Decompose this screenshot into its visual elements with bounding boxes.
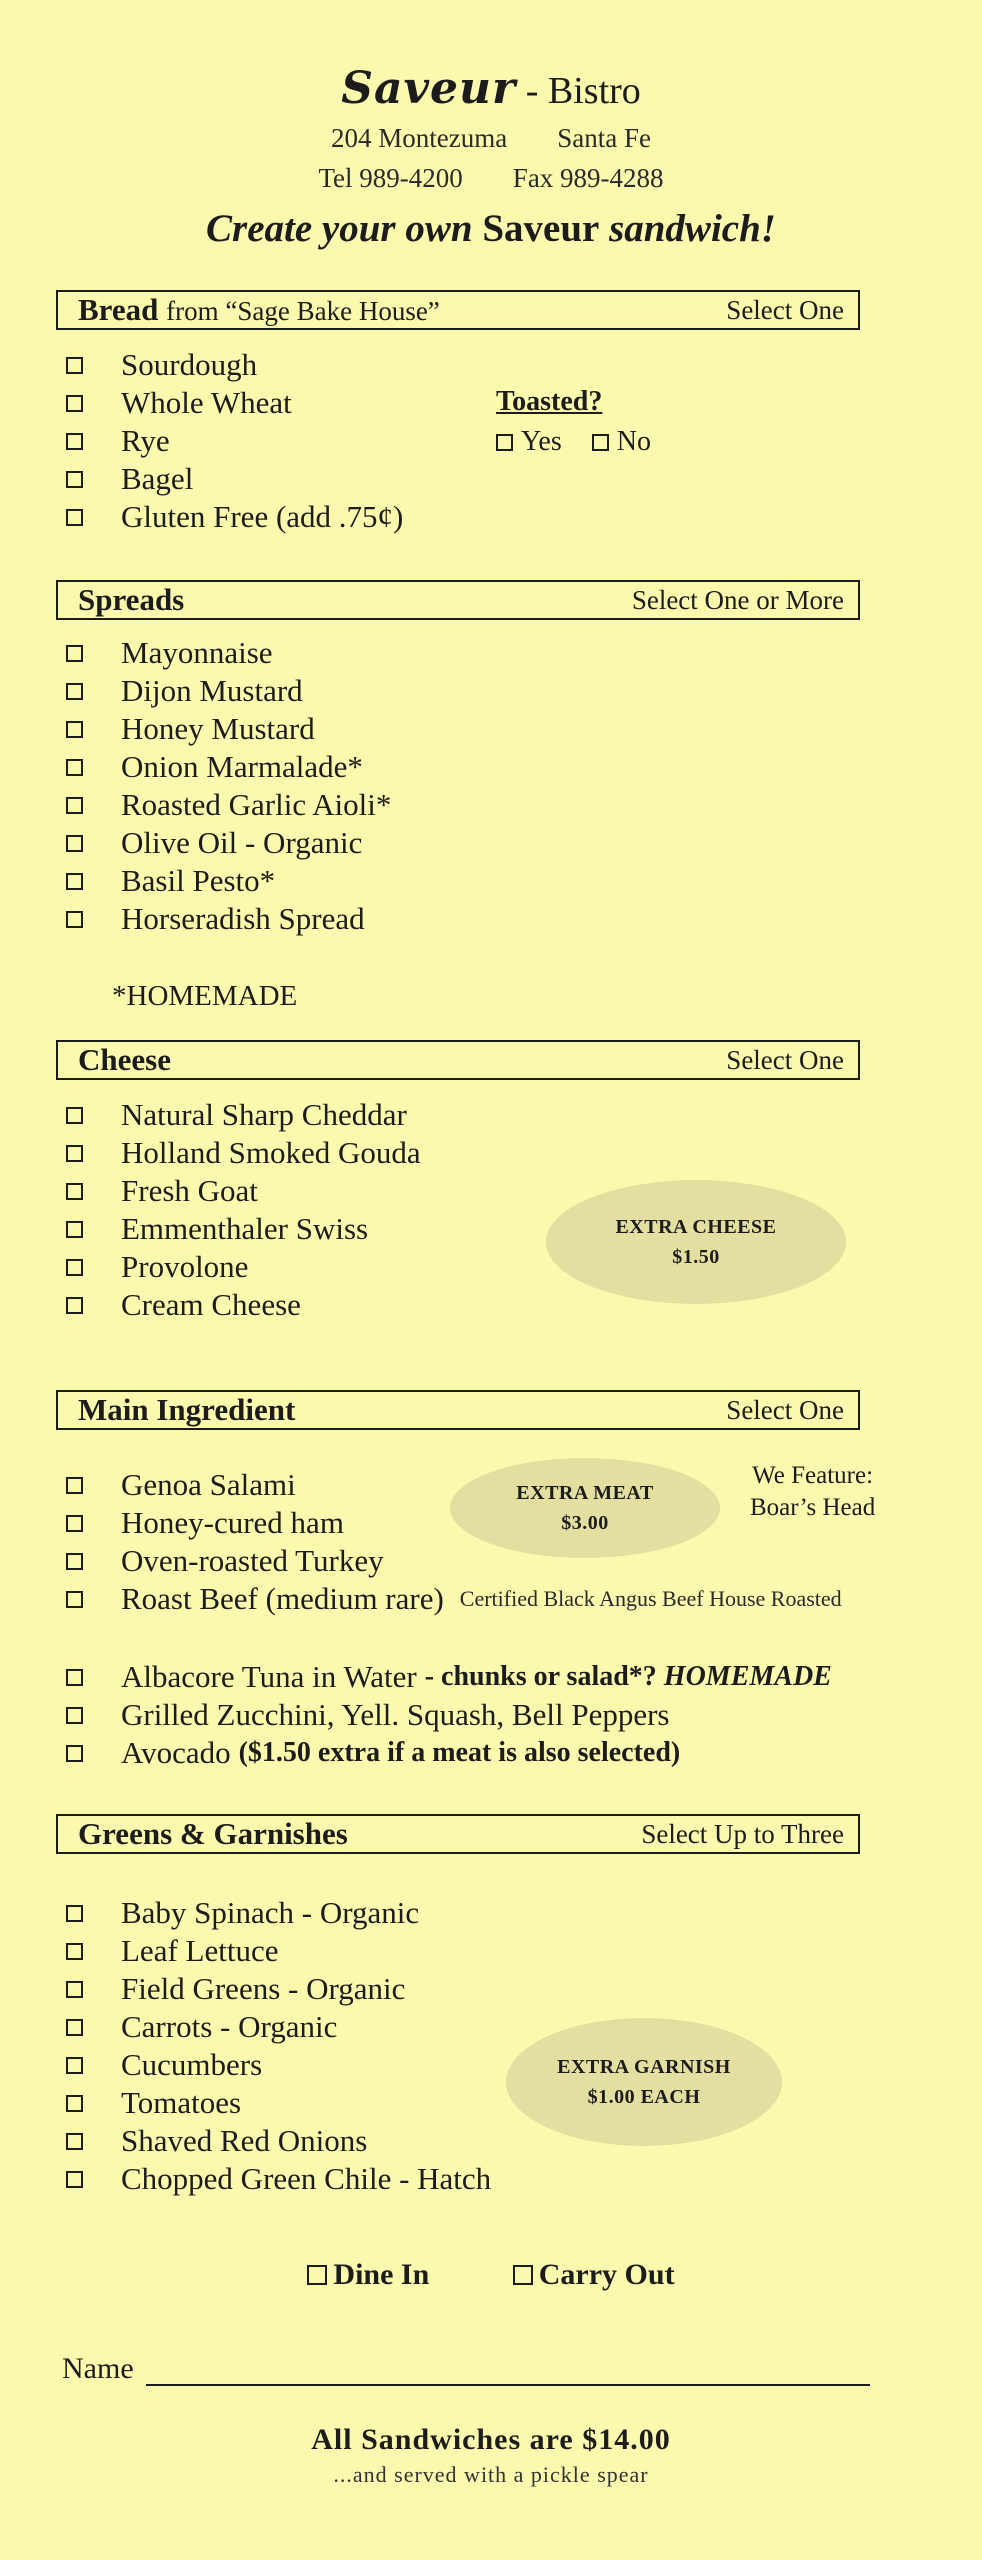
greens-option[interactable]	[66, 1894, 491, 1932]
tagline	[0, 200, 982, 258]
main-title: Main Ingredient	[78, 1392, 296, 1427]
pickle-note: ...and served with a pickle spear	[333, 2462, 649, 2487]
checkbox[interactable]	[66, 1221, 83, 1238]
spread-option[interactable]	[66, 634, 391, 672]
greens-option[interactable]	[66, 2122, 491, 2160]
tuna-note-text: - chunks or salad*?	[424, 1661, 657, 1692]
phone-line	[0, 158, 982, 198]
spreads-list	[66, 634, 391, 938]
feature-line2: Boar’s Head	[750, 1494, 876, 1521]
extra-cheese-price: $1.50	[672, 1246, 720, 1268]
toasted-options	[496, 426, 681, 458]
greens-option[interactable]	[66, 2008, 491, 2046]
bread-section-header	[56, 290, 860, 330]
checkbox[interactable]	[66, 797, 83, 814]
carry-out-label: Carry Out	[538, 2258, 675, 2291]
main-option[interactable]	[66, 1580, 842, 1618]
checkbox[interactable]	[66, 1943, 83, 1960]
checkbox[interactable]	[66, 509, 83, 526]
greens-option[interactable]	[66, 1970, 491, 2008]
toasted-no[interactable]	[592, 426, 651, 458]
dine-in-option[interactable]	[307, 2258, 429, 2292]
spread-option[interactable]	[66, 824, 391, 862]
bread-list	[66, 346, 403, 536]
option-label: Sourdough	[121, 347, 258, 382]
bread-option[interactable]	[66, 498, 403, 536]
checkbox[interactable]	[66, 1297, 83, 1314]
checkbox[interactable]	[66, 1707, 83, 1724]
greens-title: Greens & Garnishes	[78, 1816, 348, 1851]
greens-option[interactable]	[66, 2046, 491, 2084]
checkbox[interactable]	[66, 2057, 83, 2074]
spread-option[interactable]	[66, 786, 391, 824]
extra-meat-label: EXTRA MEAT	[516, 1482, 654, 1504]
greens-section-header	[56, 1814, 860, 1854]
homemade-note: *HOMEMADE	[112, 980, 298, 1012]
checkbox[interactable]	[66, 1745, 83, 1762]
cheese-option[interactable]	[66, 1248, 421, 1286]
cheese-option[interactable]	[66, 1172, 421, 1210]
checkbox[interactable]	[66, 1107, 83, 1124]
bread-option[interactable]	[66, 422, 403, 460]
address-street: 204 Montezuma	[331, 123, 508, 153]
bread-title-text: Bread	[78, 292, 159, 327]
greens-option[interactable]	[66, 2160, 491, 2198]
spread-option[interactable]	[66, 672, 391, 710]
extra-meat-badge	[450, 1458, 720, 1558]
spread-option[interactable]	[66, 862, 391, 900]
feature-line1: We Feature:	[752, 1462, 874, 1489]
option-label: Avocado	[121, 1735, 231, 1770]
toasted-no-label: No	[616, 426, 651, 457]
extra-garnish-price: $1.00 EACH	[587, 2086, 701, 2108]
bread-source: from “Sage Bake House”	[166, 296, 440, 326]
cheese-option[interactable]	[66, 1134, 421, 1172]
checkbox[interactable]	[66, 911, 83, 928]
extra-garnish-label: EXTRA GARNISH	[557, 2056, 731, 2078]
option-label: Bagel	[121, 461, 194, 496]
checkbox[interactable]	[66, 1981, 83, 1998]
option-label: Genoa Salami	[121, 1467, 296, 1502]
spreads-title: Spreads	[78, 582, 185, 617]
option-label: Honey Mustard	[121, 711, 315, 746]
spreads-select-rule: Select One or More	[631, 584, 844, 615]
extra-meat-price: $3.00	[561, 1512, 609, 1534]
extra-garnish-badge	[506, 2018, 782, 2146]
checkbox[interactable]	[66, 1477, 83, 1494]
dine-in-label: Dine In	[333, 2258, 430, 2291]
checkbox[interactable]	[66, 835, 83, 852]
checkbox[interactable]	[496, 434, 513, 451]
spread-option[interactable]	[66, 710, 391, 748]
menu-header	[0, 62, 982, 258]
cheese-section-header	[56, 1040, 860, 1080]
extra-cheese-label: EXTRA CHEESE	[615, 1216, 777, 1238]
address-city: Santa Fe	[557, 123, 651, 153]
order-type	[0, 2258, 982, 2293]
checkbox[interactable]	[66, 2019, 83, 2036]
checkbox[interactable]	[66, 1905, 83, 1922]
option-label: Rye	[121, 423, 170, 458]
main-option[interactable]	[66, 1734, 832, 1772]
checkbox[interactable]	[66, 721, 83, 738]
main-list-2	[66, 1658, 832, 1772]
bread-option[interactable]	[66, 346, 403, 384]
checkbox[interactable]	[66, 1145, 83, 1162]
toasted-yes[interactable]	[496, 426, 562, 458]
tagline-post: sandwich!	[609, 207, 776, 250]
bread-option[interactable]	[66, 384, 403, 422]
cheese-list	[66, 1096, 421, 1324]
spread-option[interactable]	[66, 748, 391, 786]
main-select-rule: Select One	[726, 1394, 844, 1425]
checkbox[interactable]	[66, 873, 83, 890]
option-label: Dijon Mustard	[121, 673, 303, 708]
option-label: Holland Smoked Gouda	[121, 1135, 421, 1170]
bread-title	[78, 292, 440, 328]
option-label: Albacore Tuna in Water	[121, 1659, 417, 1694]
fax-number: Fax 989-4288	[512, 163, 664, 193]
name-label: Name	[62, 2352, 134, 2385]
menu-footer	[0, 2418, 982, 2488]
option-label: Shaved Red Onions	[121, 2123, 368, 2158]
checkbox[interactable]	[66, 395, 83, 412]
carry-out-option[interactable]	[513, 2258, 675, 2292]
main-option[interactable]	[66, 1696, 832, 1734]
cheese-title: Cheese	[78, 1042, 171, 1077]
option-label: Provolone	[121, 1249, 249, 1284]
bread-option[interactable]	[66, 460, 403, 498]
tel-number: Tel 989-4200	[318, 163, 463, 193]
option-label: Whole Wheat	[121, 385, 292, 420]
checkbox[interactable]	[307, 2265, 327, 2285]
tuna-note	[425, 1661, 832, 1693]
roast-beef-note: Certified Black Angus Beef House Roasted	[459, 1586, 842, 1611]
option-label: Grilled Zucchini, Yell. Squash, Bell Peppers	[121, 1697, 670, 1732]
option-label: Gluten Free (add .75¢)	[121, 499, 404, 534]
option-label: Mayonnaise	[121, 635, 273, 670]
logo-line	[0, 62, 982, 118]
option-label: Carrots - Organic	[121, 2009, 338, 2044]
checkbox[interactable]	[66, 759, 83, 776]
name-input-line[interactable]	[146, 2356, 870, 2386]
cheese-option[interactable]	[66, 1210, 421, 1248]
toasted-label: Toasted?	[496, 386, 603, 417]
option-label: Fresh Goat	[121, 1173, 258, 1208]
checkbox[interactable]	[66, 2133, 83, 2150]
checkbox[interactable]	[66, 357, 83, 374]
option-label: Chopped Green Chile - Hatch	[121, 2161, 492, 2196]
greens-list	[66, 1894, 491, 2198]
checkbox[interactable]	[66, 2171, 83, 2188]
checkbox[interactable]	[66, 1591, 83, 1608]
checkbox[interactable]	[66, 645, 83, 662]
greens-select-rule: Select Up to Three	[641, 1818, 844, 1849]
option-label: Leaf Lettuce	[121, 1933, 279, 1968]
toasted-group	[496, 386, 681, 458]
option-label: Basil Pesto*	[121, 863, 276, 898]
option-label: Onion Marmalade*	[121, 749, 363, 784]
spreads-section-header	[56, 580, 860, 620]
checkbox[interactable]	[66, 2095, 83, 2112]
toasted-yes-label: Yes	[521, 426, 562, 457]
checkbox[interactable]	[513, 2265, 533, 2285]
option-label: Field Greens - Organic	[121, 1971, 406, 2006]
logo-suffix: - Bistro	[525, 70, 641, 112]
option-label: Natural Sharp Cheddar	[121, 1097, 407, 1132]
checkbox[interactable]	[66, 1553, 83, 1570]
avocado-note: ($1.50 extra if a meat is also selected)	[238, 1737, 681, 1768]
main-option[interactable]	[66, 1658, 832, 1696]
cheese-option[interactable]	[66, 1096, 421, 1134]
option-label: Cream Cheese	[121, 1287, 301, 1322]
checkbox[interactable]	[66, 1183, 83, 1200]
option-label: Oven-roasted Turkey	[121, 1543, 384, 1578]
cheese-select-rule: Select One	[726, 1044, 844, 1075]
cheese-option[interactable]	[66, 1286, 421, 1324]
checkbox[interactable]	[66, 1515, 83, 1532]
saveur-logo: Saveur	[341, 63, 517, 114]
name-field	[62, 2352, 870, 2386]
main-option[interactable]	[66, 1542, 842, 1580]
tagline-brand: Saveur	[482, 207, 600, 250]
tuna-homemade: HOMEMADE	[663, 1661, 832, 1692]
checkbox[interactable]	[66, 433, 83, 450]
checkbox[interactable]	[592, 434, 609, 451]
option-label: Tomatoes	[121, 2085, 242, 2120]
feature-note	[750, 1460, 875, 1524]
bread-select-rule: Select One	[726, 294, 844, 325]
option-label: Cucumbers	[121, 2047, 263, 2082]
greens-option[interactable]	[66, 1932, 491, 1970]
option-label: Horseradish Spread	[121, 901, 365, 936]
option-label: Honey-cured ham	[121, 1505, 344, 1540]
main-list	[66, 1466, 842, 1618]
option-label: Roasted Garlic Aioli*	[121, 787, 392, 822]
checkbox[interactable]	[66, 1259, 83, 1276]
sandwich-price: All Sandwiches are $14.00	[311, 2423, 671, 2456]
option-label: Olive Oil - Organic	[121, 825, 363, 860]
tagline-pre: Create your own	[206, 207, 473, 250]
main-section-header	[56, 1390, 860, 1430]
option-label: Baby Spinach - Organic	[121, 1895, 420, 1930]
spread-option[interactable]	[66, 900, 391, 938]
extra-cheese-badge	[546, 1180, 846, 1304]
checkbox[interactable]	[66, 1669, 83, 1686]
option-label: Emmenthaler Swiss	[121, 1211, 369, 1246]
option-label: Roast Beef (medium rare)	[121, 1581, 444, 1616]
greens-option[interactable]	[66, 2084, 491, 2122]
checkbox[interactable]	[66, 683, 83, 700]
address-line	[0, 118, 982, 158]
checkbox[interactable]	[66, 471, 83, 488]
